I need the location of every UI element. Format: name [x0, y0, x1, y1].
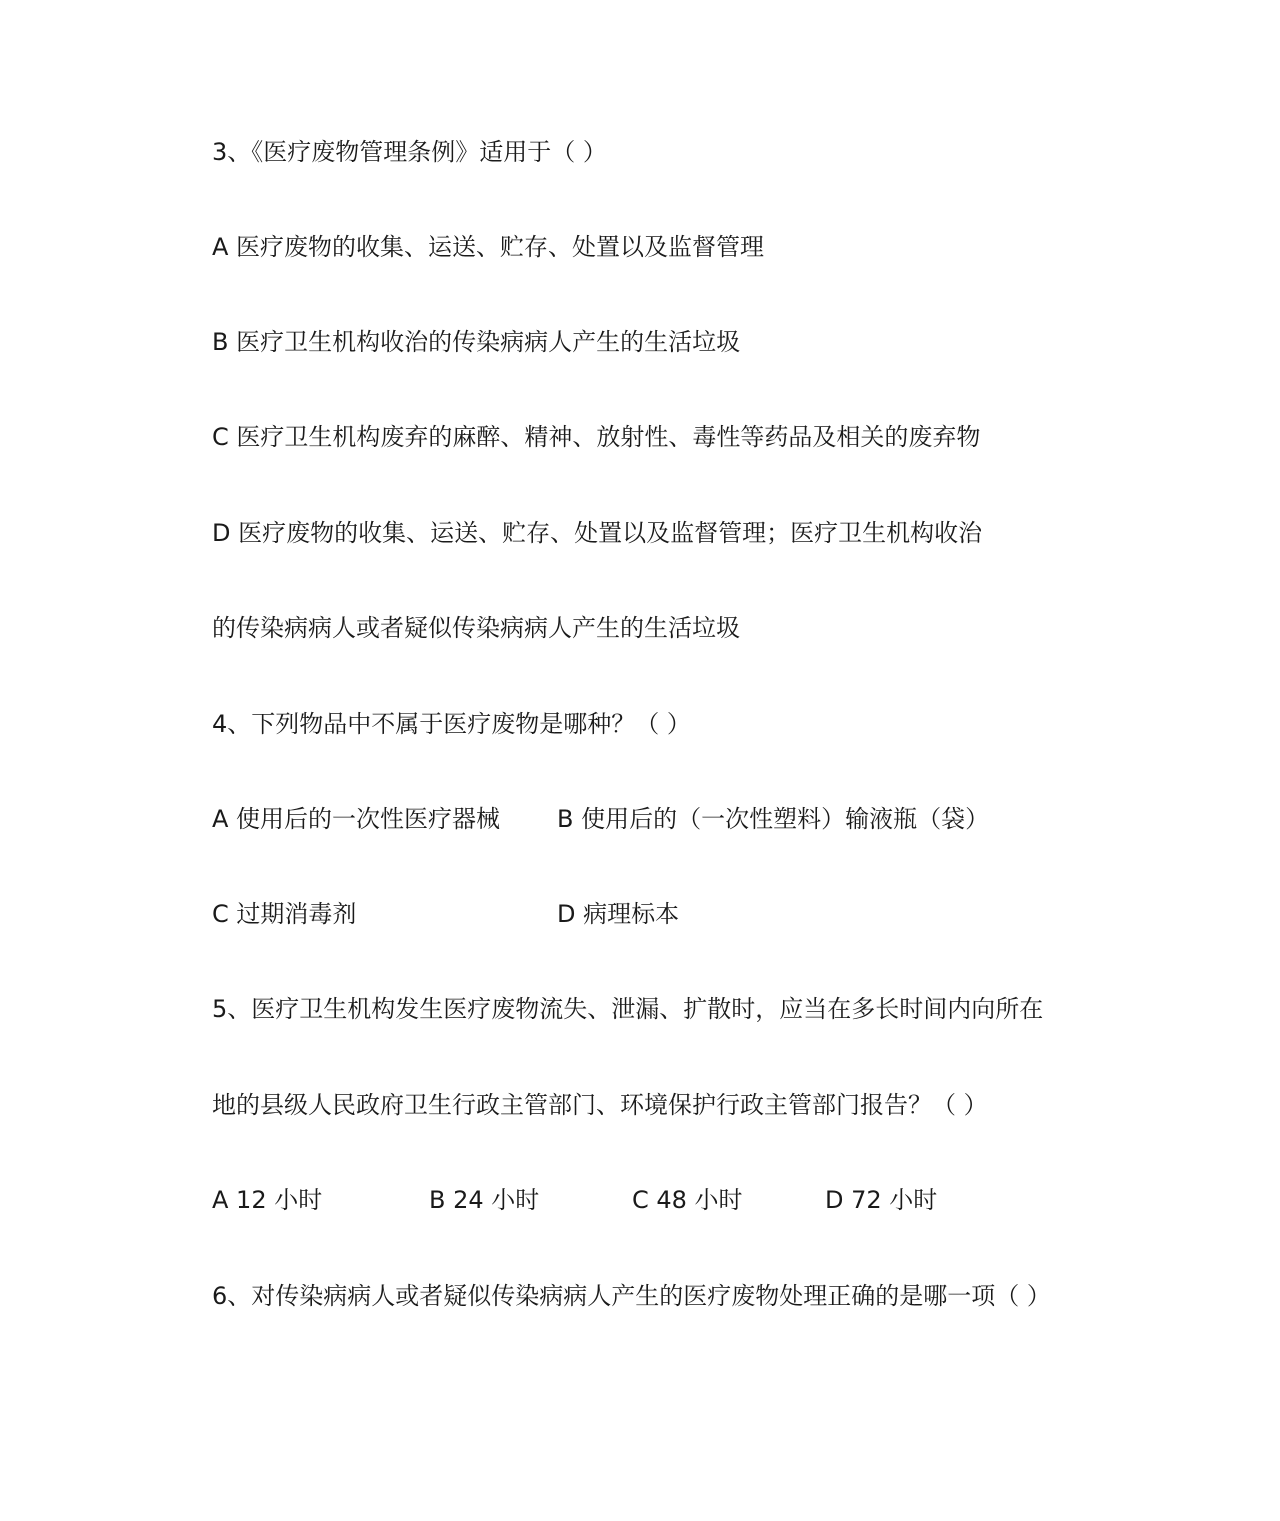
question-5-line1: 5、医疗卫生机构发生医疗废物流失、泄漏、扩散时，应当在多长时间内向所在 — [212, 995, 1044, 1023]
question-3-option-a: A 医疗废物的收集、运送、贮存、处置以及监督管理 — [212, 233, 765, 261]
question-4-option-a: A 使用后的一次性医疗器械 — [212, 805, 501, 833]
question-4-option-c: C 过期消毒剂 — [212, 900, 357, 928]
question-5-option-a: A 12 小时 — [212, 1186, 323, 1214]
question-5-option-d: D 72 小时 — [825, 1186, 938, 1214]
question-5-option-c: C 48 小时 — [632, 1186, 743, 1214]
question-5-option-b: B 24 小时 — [429, 1186, 540, 1214]
question-3-option-b: B 医疗卫生机构收治的传染病病人产生的生活垃圾 — [212, 328, 741, 356]
question-3: 3、《医疗废物管理条例》适用于（ ） — [212, 138, 607, 166]
question-4: 4、下列物品中不属于医疗废物是哪种？（ ） — [212, 710, 691, 738]
question-4-option-d: D 病理标本 — [557, 900, 680, 928]
question-3-option-d-line1: D 医疗废物的收集、运送、贮存、处置以及监督管理；医疗卫生机构收治 — [212, 519, 983, 547]
question-3-option-c: C 医疗卫生机构废弃的麻醉、精神、放射性、毒性等药品及相关的废弃物 — [212, 423, 981, 451]
question-6: 6、对传染病病人或者疑似传染病病人产生的医疗废物处理正确的是哪一项（ ） — [212, 1282, 1051, 1310]
question-4-option-b: B 使用后的（一次性塑料）输液瓶（袋） — [557, 805, 990, 833]
question-5-line2: 地的县级人民政府卫生行政主管部门、环境保护行政主管部门报告？（ ） — [212, 1091, 988, 1119]
question-3-option-d-line2: 的传染病病人或者疑似传染病病人产生的生活垃圾 — [212, 614, 740, 642]
